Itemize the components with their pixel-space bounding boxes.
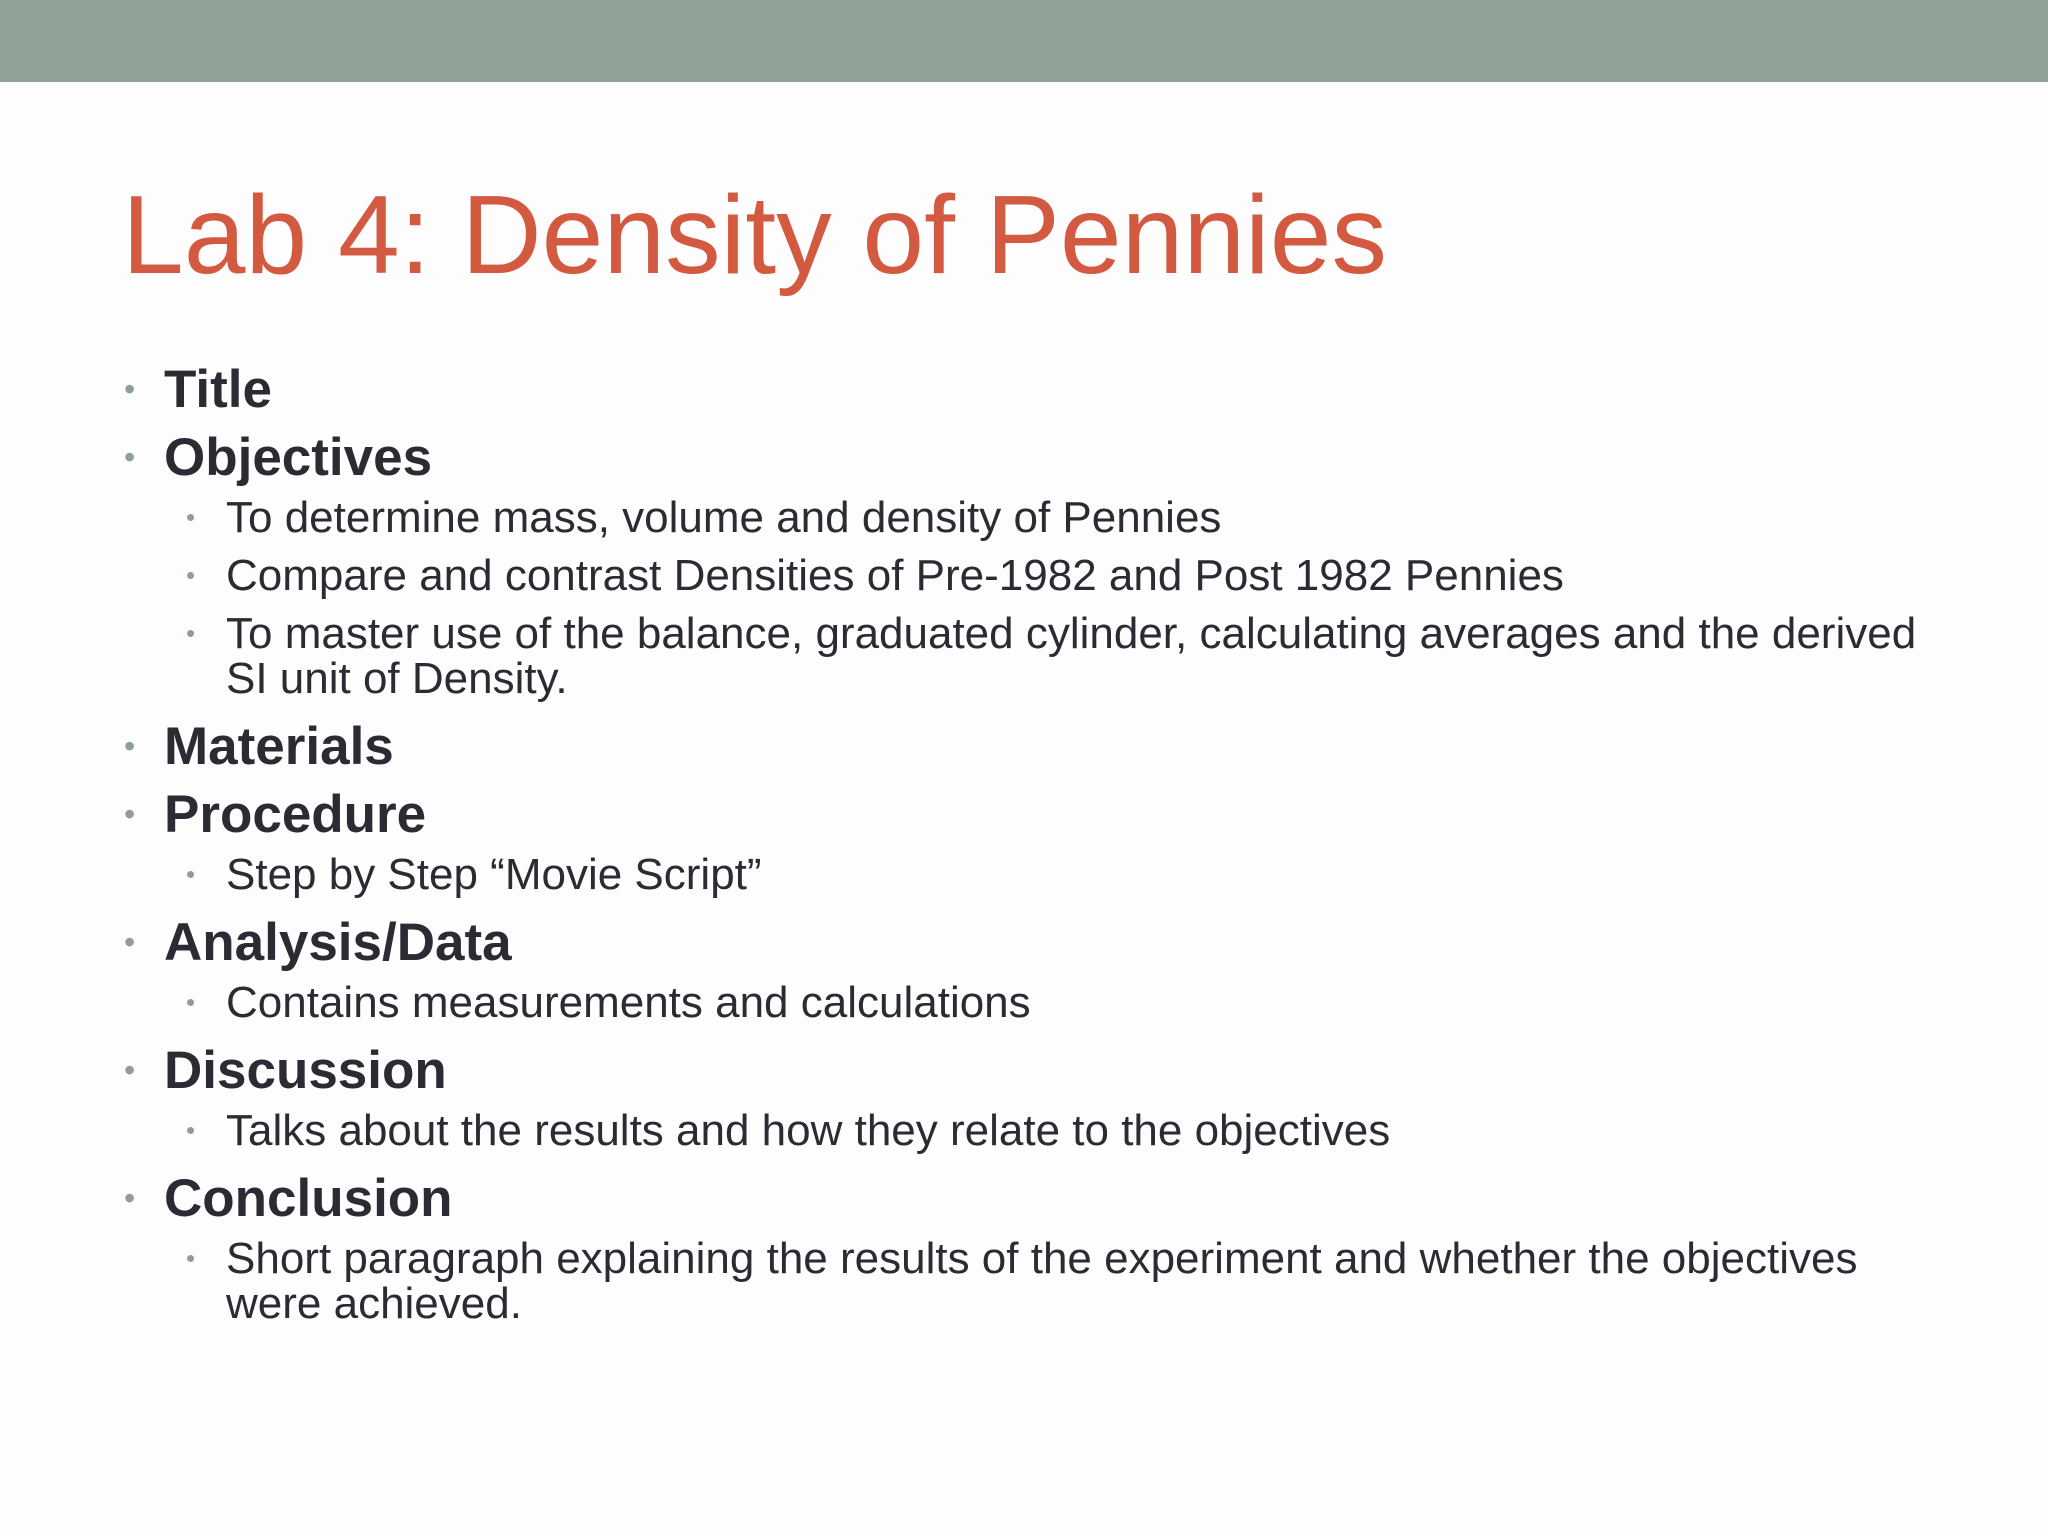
- bullet-dot-icon: •: [186, 1115, 196, 1145]
- section-discussion: [120, 1038, 1940, 1103]
- sub-bullet-item: [120, 553, 1940, 598]
- sub-bullet-item: [120, 495, 1940, 540]
- sub-bullet-text: Step by Step “Movie Script”: [226, 850, 762, 899]
- bullet-dot-icon: •: [124, 924, 136, 960]
- discussion-sub-list-wrapper: [120, 1108, 1940, 1153]
- objectives-sub-list-wrapper: [120, 495, 1940, 701]
- section-title: [120, 357, 1940, 422]
- objectives-sub-list: [120, 495, 1940, 701]
- section-procedure: [120, 782, 1940, 847]
- sub-bullet-text: Compare and contrast Densities of Pre-1982 and Post 1982 Pennies: [226, 551, 1564, 600]
- body-bullet-list: [120, 357, 1940, 1339]
- discussion-sub-list: [120, 1108, 1940, 1153]
- sub-bullet-text: Contains measurements and calculations: [226, 978, 1031, 1027]
- sub-bullet-item: [120, 980, 1940, 1025]
- procedure-sub-list-wrapper: [120, 852, 1940, 897]
- bullet-dot-icon: •: [186, 502, 196, 532]
- sub-bullet-item: [120, 1236, 1940, 1326]
- sub-bullet-text: To master use of the balance, graduated cylinder, calculating averages and the derived SI unit of Density.: [226, 609, 1917, 703]
- section-heading: Conclusion: [164, 1169, 453, 1228]
- bullet-dot-icon: •: [124, 728, 136, 764]
- bullet-dot-icon: •: [124, 1180, 136, 1216]
- sub-bullet-text: Short paragraph explaining the results of the experiment and whether the objectives were achieved.: [226, 1234, 1858, 1328]
- section-heading: Objectives: [164, 428, 433, 487]
- bullet-dot-icon: •: [124, 439, 136, 475]
- bullet-dot-icon: •: [186, 1243, 196, 1273]
- bullet-dot-icon: •: [124, 371, 136, 407]
- bullet-dot-icon: •: [186, 560, 196, 590]
- bullet-dot-icon: •: [186, 987, 196, 1017]
- sub-bullet-item: [120, 611, 1940, 701]
- section-heading: Materials: [164, 717, 394, 776]
- procedure-sub-list: [120, 852, 1940, 897]
- bullet-dot-icon: •: [186, 859, 196, 889]
- analysis-sub-list-wrapper: [120, 980, 1940, 1025]
- section-heading: Procedure: [164, 785, 427, 844]
- section-heading: Discussion: [164, 1041, 447, 1100]
- conclusion-sub-list-wrapper: [120, 1236, 1940, 1326]
- sub-bullet-item: [120, 852, 1940, 897]
- sub-bullet-text: To determine mass, volume and density of Pennies: [226, 493, 1222, 542]
- slide-title: Lab 4: Density of Pennies: [122, 173, 1387, 297]
- bullet-dot-icon: •: [186, 618, 196, 648]
- sub-bullet-text: Talks about the results and how they relate to the objectives: [226, 1106, 1391, 1155]
- conclusion-sub-list: [120, 1236, 1940, 1326]
- section-heading: Title: [164, 360, 272, 419]
- section-conclusion: [120, 1166, 1940, 1231]
- analysis-sub-list: [120, 980, 1940, 1025]
- section-heading: Analysis/Data: [164, 913, 512, 972]
- section-analysis-data: [120, 910, 1940, 975]
- top-accent-band: [0, 0, 2048, 82]
- section-materials: [120, 714, 1940, 779]
- section-objectives: [120, 425, 1940, 490]
- bullet-dot-icon: •: [124, 796, 136, 832]
- bullet-dot-icon: •: [124, 1052, 136, 1088]
- sub-bullet-item: [120, 1108, 1940, 1153]
